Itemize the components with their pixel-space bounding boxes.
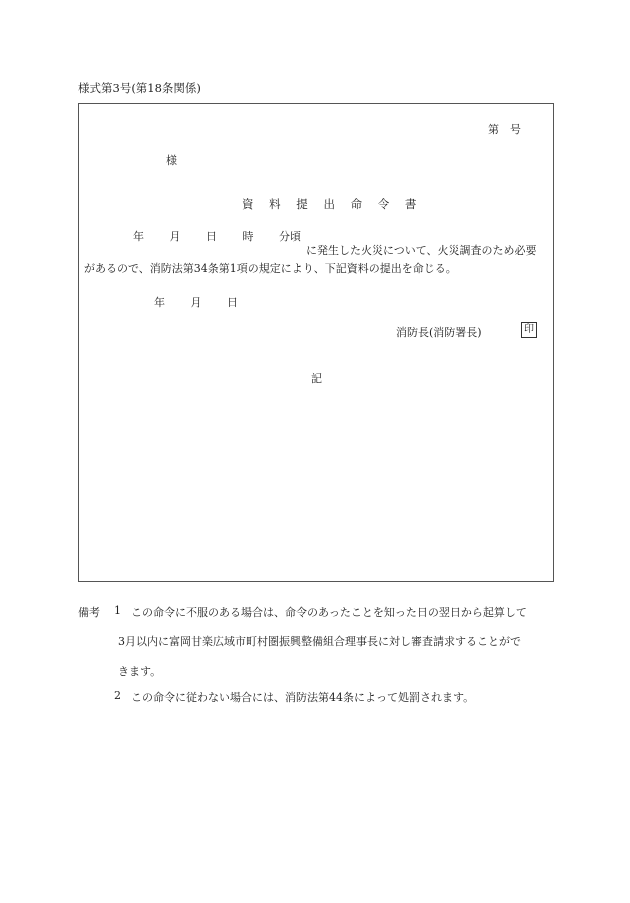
issue-date-labels: 年 月 日 — [154, 296, 238, 309]
issuer-title: 消防長(消防署長) — [396, 326, 482, 339]
document-frame — [78, 103, 554, 582]
ki-heading: 記 — [311, 372, 322, 385]
remark-2-line-1: この命令に従わない場合には、消防法第44条によって処罰されます。 — [131, 691, 475, 704]
fire-datetime-labels: 年 月 日 時 分頃 — [133, 230, 301, 243]
remark-2-number: 2 — [114, 689, 121, 702]
document-title: 資 料 提 出 命 令 書 — [242, 197, 418, 211]
addressee-suffix: 様 — [166, 154, 177, 167]
seal-stamp-icon: 印 — [521, 322, 537, 338]
remark-1-line-3: きます。 — [118, 665, 162, 678]
remark-1-line-1: この命令に不服のある場合は、命令のあったことを知った日の翌日から起算して — [131, 606, 527, 619]
remark-1-number: 1 — [114, 604, 121, 617]
form-title: 様式第3号(第18条関係) — [78, 81, 201, 95]
document-number-label: 第 号 — [488, 123, 521, 136]
order-body-line-1: に発生した火災について、火災調査のため必要 — [306, 244, 537, 257]
order-body-line-2: があるので、消防法第34条第1項の規定により、下記資料の提出を命じる。 — [84, 262, 457, 275]
remarks-label: 備考 — [78, 606, 100, 619]
remark-1-line-2: 3月以内に富岡甘楽広域市町村圏振興整備組合理事長に対し審査請求することがで — [118, 635, 521, 648]
